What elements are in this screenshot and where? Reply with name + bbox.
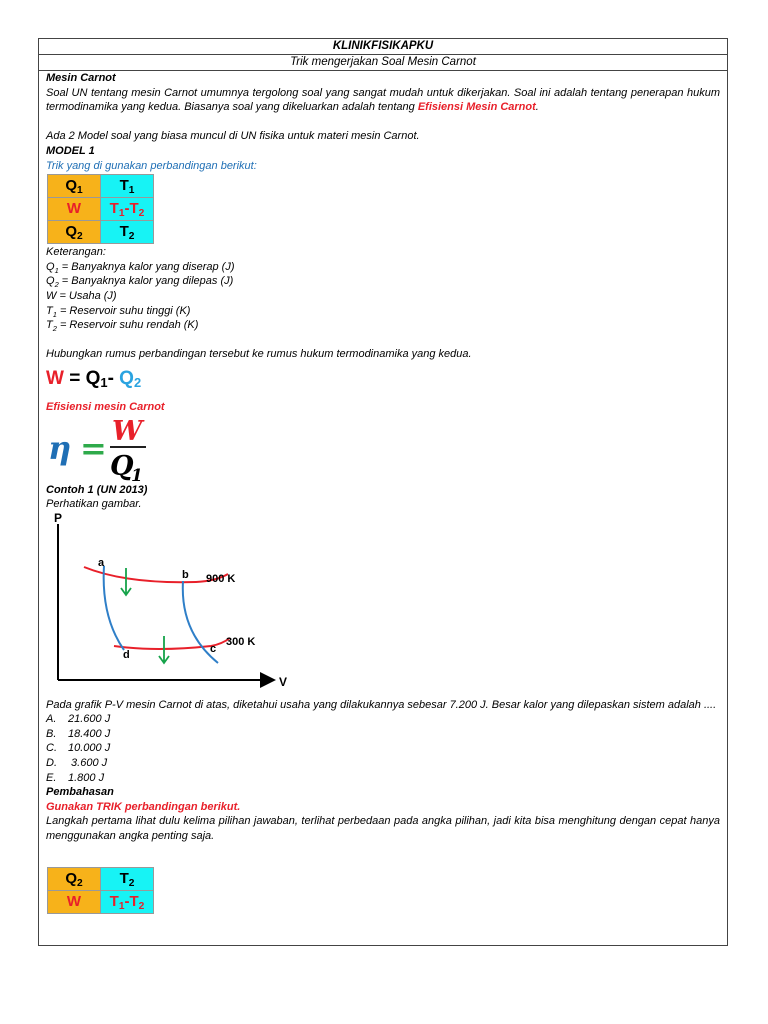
arrow-down-icon	[121, 568, 131, 595]
ratio-table-1	[47, 174, 154, 244]
models-line: Ada 2 Model soal yang biasa muncul di UN fisika untuk materi mesin Carnot.	[46, 130, 420, 143]
solution-paragraph: Langkah pertama lihat dulu kelima pilihan jawaban, terlihat perbedaan pada angka pilihan, jadi kita bisa menghitung dengan cepat hanya menggunakan angka penting saja.	[46, 815, 720, 843]
cell-w: W	[48, 891, 101, 914]
option-e: E. 1.800 J	[46, 771, 105, 784]
legend-q2: $Q_2$ = Banyaknya kalor yang dilepas (J)	[46, 275, 234, 290]
document-title: Trik mengerjakan Soal Mesin Carnot	[290, 56, 476, 68]
denominator-sub: 1	[131, 465, 143, 483]
intro-highlight: Efisiensi Mesin Carnot	[417, 101, 536, 114]
numerator-w: W	[112, 415, 143, 447]
site-name: KLINIKFISIKAPKU	[332, 40, 434, 52]
answer-options	[46, 712, 720, 785]
option-a: A. 21.600 J	[46, 713, 111, 726]
legend-q1: $Q_1$ = Banyaknya kalor yang diserap (J)	[46, 260, 235, 275]
intro-end: .	[535, 101, 539, 114]
adiabat-left	[104, 566, 124, 650]
denominator-q: Q	[110, 450, 134, 482]
legend-t1: $T_1$ = Reservoir suhu tinggi (K)	[46, 304, 191, 319]
section-heading-mesin-carnot: Mesin Carnot	[46, 72, 116, 84]
cell-t1: $T_1$	[101, 175, 154, 198]
relation-line: Hubungkan rumus perbandingan tersebut ke rumus hukum termodinamika yang kedua.	[46, 348, 472, 361]
point-d-label: d	[123, 648, 130, 661]
option-c: C. 10.000 J	[46, 742, 111, 755]
cell-q2: $Q_2$	[48, 221, 101, 244]
trick-line: Trik yang di gunakan perbandingan berikut:	[46, 159, 257, 172]
temp-high-label: 900 K	[206, 572, 236, 585]
efficiency-fraction	[46, 415, 186, 483]
equals-sign: =	[80, 428, 107, 467]
example-instruction: Perhatikan gambar.	[46, 498, 142, 511]
document-page	[38, 38, 728, 946]
cell-w: W	[48, 198, 101, 221]
pv-diagram-svg	[46, 512, 296, 698]
legend-title: Keterangan:	[46, 246, 106, 259]
eta-symbol: η	[48, 428, 72, 467]
efficiency-heading: Efisiensi mesin Carnot	[46, 400, 165, 413]
point-b-label: b	[182, 568, 189, 581]
model-1-heading: MODEL 1	[46, 144, 95, 157]
pv-diagram	[46, 512, 720, 698]
cell-t1-minus-t2: $T_1-T_2$	[101, 198, 154, 221]
formula-work: $W = Q_1-$ $Q_2$	[46, 367, 142, 390]
point-c-label: c	[210, 642, 217, 655]
efficiency-formula	[46, 415, 720, 483]
legend-w: W = Usaha (J)	[46, 289, 117, 302]
temp-low-label: 300 K	[226, 635, 256, 648]
example-heading: Contoh 1 (UN 2013)	[46, 483, 148, 496]
solution-heading: Pembahasan	[46, 786, 114, 799]
cell-t1-minus-t2: $T_1-T_2$	[101, 891, 154, 914]
axis-p-label: P	[54, 511, 63, 525]
ratio-table-2	[47, 867, 154, 914]
axis-v-label: V	[279, 674, 288, 689]
intro-text: Soal UN tentang mesin Carnot umumnya tergolong soal yang sangat mudah untuk dikerjakan. Soal ini adalah tentang penerapan hukum termodinamika yang kedua. Biasanya soal yang dikeluarkan adalah tentang	[46, 86, 720, 114]
question-text: Pada grafik P-V mesin Carnot di atas, diketahui usaha yang dilakukannya sebesar 7.200 J. Besar kalor yang dilepaskan sistem adalah ....	[46, 698, 717, 711]
intro-paragraph	[46, 86, 720, 115]
legend-t2: $T_2$ = Reservoir suhu rendah (K)	[46, 319, 199, 334]
document-body	[39, 71, 727, 914]
solution-trick: Gunakan TRIK perbandingan berikut.	[46, 800, 241, 813]
cell-q2: $Q_2$	[48, 868, 101, 891]
cell-t2: $T_2$	[101, 868, 154, 891]
cell-q1: $Q_1$	[48, 175, 101, 198]
option-b: B. 18.400 J	[46, 727, 111, 740]
cell-t2: $T_2$	[101, 221, 154, 244]
point-a-label: a	[98, 556, 105, 569]
option-d: D. 3.600 J	[46, 757, 108, 770]
